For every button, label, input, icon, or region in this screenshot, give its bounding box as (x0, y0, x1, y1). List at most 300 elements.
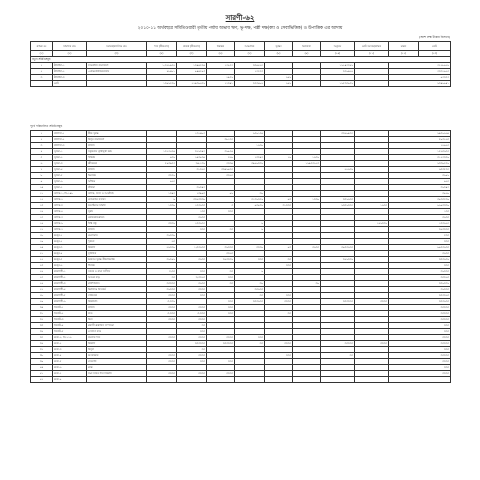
table-cell: এনডিয়ারিপিয়ারাবাদ (87, 69, 147, 75)
table-cell: ৩৩৩৩৩ (389, 305, 451, 311)
table-cell: ১৩৩৬৩৫ (177, 221, 207, 227)
table-cell: প্রান্ত (87, 365, 147, 371)
table-cell: ৫৯৩০৫৫ (147, 161, 177, 167)
table-cell: ৩৩ (265, 257, 293, 263)
table-cell: ৫৩৩ (389, 233, 451, 239)
table-cell: যশোর-৩ (53, 203, 87, 209)
table-cell: ৩১২৫৩৫৯ (389, 155, 451, 161)
table-cell: ২০ (31, 245, 53, 251)
column-index: (১৩) (419, 51, 451, 57)
table-cell: ৩৫৯০৬৪ (321, 69, 355, 75)
table-cell: ৩৩৩ (207, 299, 235, 305)
table-cell: খুলনা-৩ (53, 161, 87, 167)
table-cell (293, 377, 321, 383)
table-cell: বাঙ্গাল (87, 305, 147, 311)
table-cell: ৩২ (31, 317, 53, 323)
table-cell: ৩৫ (31, 335, 53, 341)
table-cell: ৩৬৩৩৩ (207, 245, 235, 251)
table-cell: যশোর-৪ (53, 209, 87, 215)
table-cell: ৩০৬৯৩৩৬ (235, 161, 265, 167)
column-header: রাজস্ব (বীজগ্রহ) (177, 42, 207, 51)
table-cell: ৩৬৩৩ (389, 215, 451, 221)
table-cell: ৩৬৩৯৬ (147, 257, 177, 263)
column-index: (৯) (293, 51, 321, 57)
table-cell: ৩৩৩৩ (177, 335, 207, 341)
column-header: সুরক্ষা (265, 42, 293, 51)
table-cell: ৩৩৩৩ (389, 359, 451, 365)
table-cell: রাজশাহী-২ (53, 275, 87, 281)
table-cell: ৩৬৩৩ (293, 245, 321, 251)
table-cell: ২২০৩৯৪৫৬ (177, 81, 207, 87)
header-row (31, 42, 451, 51)
table-cell: ৯৩৯৩৬ (235, 203, 265, 209)
table-cell: ১১ (31, 191, 53, 197)
table-cell: ৩৩৩৩ (177, 353, 207, 359)
table-cell: ৩৬৩৩ (389, 251, 451, 257)
table-cell: ১৩৯৬৫৫৯ (147, 81, 177, 87)
section-title: নতুন সমিতিসমূহ (31, 57, 451, 63)
table-cell: ১৩৩৯ (147, 203, 177, 209)
table-cell: ৯৬৫ (147, 179, 177, 185)
column-index: (৭) (235, 51, 265, 57)
table-cell: ৯ (235, 227, 265, 233)
unit-note: (অংশ লক্ষ টাকার হিসাবে) (419, 35, 450, 39)
table-cell: ভারতন সুরক্ষ বীজপিয়াজি (87, 257, 147, 263)
table-cell: ১৩০৫ (147, 191, 177, 197)
column-index: (১১) (355, 51, 389, 57)
table-cell: ১৪৯৬৫ (389, 143, 451, 149)
table-cell: ৩৩৬৫ (207, 173, 235, 179)
table-cell: ১৩৩৬৩৩ (177, 203, 207, 209)
table-cell: ৪২ (31, 377, 53, 383)
table-cell: ১৩২০৮৫ (177, 131, 207, 137)
table-cell: ঢাকা-২ (53, 341, 87, 347)
table-cell: ৩৩৩ (235, 335, 265, 341)
table-cell: টাঙ্গাইল-১ (53, 63, 87, 69)
table-cell: ৬৬৩৩৯ (147, 245, 177, 251)
table-cell: রংপুর-৪ (53, 251, 87, 257)
table-cell: ৩,৩৩৬৩ (177, 275, 207, 281)
table-cell (31, 81, 53, 87)
table-cell (87, 81, 147, 87)
table-cell: জীবনধর (87, 161, 147, 167)
table-cell: ১৫৮৫৫ (207, 63, 235, 69)
table-cell: উষ্টি বন্ধু (87, 221, 147, 227)
table-cell: ৬২৬৩৬ (321, 167, 355, 173)
table-cell: ৩৩৩ (207, 305, 235, 311)
table-cell: রংপুর-৬ (53, 263, 87, 269)
table-cell: ৩৩৩৩ (207, 335, 235, 341)
table-cell: ৩৯৬৯ (389, 191, 451, 197)
table-cell: রাজশাহী-৩ (53, 281, 87, 287)
table-cell: ১ (31, 131, 53, 137)
table-cell: ৩৩৩৩৩ (389, 317, 451, 323)
table-cell: বীজ সুরক্ষ (87, 131, 147, 137)
table-cell: ৩৩৩৩৩ (321, 341, 355, 347)
table-cell: ৩৩৩৩ (389, 335, 451, 341)
table-cell: রংপুর-২ (53, 239, 87, 245)
table-cell: ১৬৬৩৩৬ (355, 221, 389, 227)
column-header: শস্য (বীজগ্রহ) (147, 42, 177, 51)
table-cell: ১৩০০৫৫০ (177, 63, 207, 69)
table-cell: ৩৩৩ (389, 347, 451, 353)
table-cell: ৩১ (31, 311, 53, 317)
table-cell: খুলনা-২ (53, 155, 87, 161)
table-cell: ৩৩৩ (265, 263, 293, 269)
table-cell: ২৮ (31, 293, 53, 299)
table-cell: ঢাকা-৫ (53, 359, 87, 365)
table-cell: ৩০,১৩৬ (177, 161, 207, 167)
table-cell: দেশুরাহর পতাকা (87, 197, 147, 203)
table-cell: ৩৯ (293, 281, 321, 287)
table-cell: ৫৩৩৭৯৬৫ (389, 69, 451, 75)
table-cell: ১৬ (31, 221, 53, 227)
column-header: নিরাপত্তা (293, 42, 321, 51)
table-cell: বরিশাল-১ (53, 131, 87, 137)
table-cell: ৩৩৩ (177, 293, 207, 299)
table-cell: ৬৩ (147, 239, 177, 245)
table-cell: ৯ (235, 221, 265, 227)
table-cell: সোনালি (87, 359, 147, 365)
table-cell: ৩৩৩ (207, 359, 235, 365)
table-cell: ১৬০৫৩৬১৩ (293, 161, 321, 167)
table-cell: ৩ (31, 143, 53, 149)
table-cell: ৩৩৩৩৩৩ (207, 341, 235, 347)
section-old-body (31, 131, 451, 383)
table-cell: ৩ (207, 203, 235, 209)
section-new-body (31, 57, 451, 87)
table-cell: বিজলি (87, 245, 147, 251)
table-cell: রাজশাহী-৫ (53, 293, 87, 299)
table-cell: বরিশাল-৩ (53, 143, 87, 149)
table-cell: ৩৩ (31, 323, 53, 329)
table-cell: ১৭৩০১ (207, 81, 235, 87)
table-cell: যশোর, পাতা ও আর্থসিঙ্গ (87, 191, 147, 197)
table-cell: ১৬৩৯ (235, 143, 265, 149)
table-cell: ৩৩৩৩৬৩ (389, 293, 451, 299)
table-cell: ৩৩৩ (389, 329, 451, 335)
table-cell: ২৫ (31, 275, 53, 281)
table-cell: ৯ (31, 179, 53, 185)
table-cell: ৩৯৩৩৫৩৯ (389, 197, 451, 203)
table-cell: ২৩ (31, 263, 53, 269)
table-cell: ১৫৬৩৬৩৫ (389, 149, 451, 155)
table-cell: ৩৩ (177, 347, 207, 353)
table-cell: বিনা (87, 317, 147, 323)
table-cell: ৩৩৩৩ (355, 341, 389, 347)
table-cell (265, 377, 293, 383)
table-cell: যশোর-৬ (53, 221, 87, 227)
table-cell: ৩৩৩৩ (147, 371, 177, 377)
table-cell: ৩৩৩ (177, 269, 207, 275)
column-index: (৬) (207, 51, 235, 57)
table-cell: খুলনা-১ (53, 149, 87, 155)
column-header: সমিতির নাম (53, 42, 87, 51)
table-cell: ৮ (31, 173, 53, 179)
table-cell: ৩১৩৬৫ (177, 167, 207, 173)
table-cell: ৩৩৩৩৩৩ (321, 299, 355, 305)
table-cell: বাঙ্গাল (87, 227, 147, 233)
table-cell: ৯৯৩৩৬৩৩ (389, 245, 451, 251)
table-cell: ৭ (31, 167, 53, 173)
table-cell: ৩৬৩৩ (177, 215, 207, 221)
table-cell: ৯০০৫৯৩ (177, 69, 207, 75)
table-cell: ৩৩৩৩ (355, 299, 389, 305)
table-cell: ৩৮ (31, 353, 53, 359)
table-cell: ২১ (31, 251, 53, 257)
table-cell: ৩৪ (31, 329, 53, 335)
table-cell: ৩৩৩৩৩ (389, 353, 451, 359)
table-cell: ৩৩৩৩ (147, 335, 177, 341)
table-cell: ৩৩৫৯ (147, 173, 177, 179)
table-cell: ৩৩৩৩ (147, 293, 177, 299)
table-cell: ১,৩৩৬৩৩ (177, 245, 207, 251)
table-cell: ৩১৩৬৩৫৯ (235, 197, 265, 203)
table-cell: ৩৩ (207, 281, 235, 287)
table-cell: ঢাকা-১, সি-১১৬ (53, 335, 87, 341)
table-cell: বরিশাল-২ (53, 137, 87, 143)
table-cell: পাথরাইল বাংলাদেশ (87, 63, 147, 69)
table-cell: ৩৩৩৬ (147, 221, 177, 227)
table-cell: ৪৮০৮১ (147, 69, 177, 75)
table-cell: ৪১ (31, 371, 53, 377)
table-cell: গোলাপ বাগু (87, 329, 147, 335)
table-cell: ১৬৫৩৩৯৫৬ (321, 81, 355, 87)
table-cell: ৩৩৩ (389, 323, 451, 329)
table-cell: আঁকিয় (87, 179, 147, 185)
column-index: (২) (53, 51, 87, 57)
table-cell: মোট (53, 81, 87, 87)
table-cell: ২৯ (31, 299, 53, 305)
table-cell: ১৬৩৩ (355, 203, 389, 209)
table-cell: ৩৩ (235, 293, 265, 299)
table-cell: ৩৬ (31, 341, 53, 347)
table-cell: সিলেট-৪ (53, 323, 87, 329)
table-cell: ৩৩৩৩ (177, 305, 207, 311)
table-cell: ঢাকা-৬ (53, 365, 87, 371)
table-cell: খুলনা-৪ (53, 167, 87, 173)
table-cell: ৩৩৩৩৩৩ (177, 341, 207, 347)
table-cell: ১৯ (265, 155, 293, 161)
table-cell: ৯৬৯৩৩৩৯ (389, 203, 451, 209)
table-cell: ঢেকিবরুফপ্রমিত (87, 215, 147, 221)
table-cell: ১৩৩৯ (293, 197, 321, 203)
table-cell (355, 81, 389, 87)
table-cell: টাঙ্গাইল-৩ (53, 75, 87, 81)
column-header: হস্তান্তর (207, 42, 235, 51)
table-row (31, 81, 451, 87)
table-cell: গান্ধানার (87, 293, 147, 299)
table-cell: ৩৯ (235, 281, 265, 287)
table-cell: ৩৭ (31, 347, 53, 353)
table-cell: রংপুর-১ (53, 233, 87, 239)
table-cell: বাঁকানা (87, 185, 147, 191)
table-cell: ৩৬৩৩৯ (147, 233, 177, 239)
table-cell: ৩৯ (235, 191, 265, 197)
table-cell: ১৩৩ (177, 209, 207, 215)
table-cell: ৩,৩৩ (147, 269, 177, 275)
table-cell: রংপুর-৫ (53, 257, 87, 263)
table-cell: ৩৩৩৩৩ (389, 341, 451, 347)
column-header: মোট (419, 42, 451, 51)
table-cell: ভিলেজ (87, 173, 147, 179)
table-cell: ৩৩৩৩ (177, 371, 207, 377)
table-cell: বাঙ্গাল (87, 167, 147, 173)
table-cell: ৫ (31, 155, 53, 161)
table-cell: ৩৩৩ (207, 311, 235, 317)
table-cell: বিপুল (87, 347, 147, 353)
table-cell: রংপুর-৩ (53, 245, 87, 251)
table-cell: মহাশিঙ্গলাদ (87, 281, 147, 287)
table-cell: ৩৬৯৬ (389, 173, 451, 179)
table-cell: রাজশাহী-৬ (53, 299, 87, 305)
table-cell: পদ্মা সাসন শস্য বিজলি (87, 371, 147, 377)
table-subtitle: ২০১০-১১ অর্থবছরে সমিতিওয়ারী তৃতীয় পর্যায় অভাব ঋণ, ভূ-দক্ষ, পল্লী দক্ষ(ক্যা ও সেবাভিত্তিক) ও উপাত্তিক এর আদায় (137, 26, 343, 31)
table-cell: ৩৬৬৩৩৬ (321, 257, 355, 263)
table-cell: ৩ (31, 75, 53, 81)
table-cell (147, 377, 177, 383)
table-cell: ৯৩৬ (147, 155, 177, 161)
table-cell: ৩৩৯৩৩৬ (389, 281, 451, 287)
table-cell: সুরস্ব (87, 209, 147, 215)
table-cell: ১৫ (31, 215, 53, 221)
table-cell: খাচার ও রাখা সতীত্য (87, 269, 147, 275)
table-cell: ৩৩৩৩ (177, 287, 207, 293)
table-cell: ঢাকা-৪ (53, 353, 87, 359)
table-cell: ৩৯ (31, 359, 53, 365)
column-index: (১২) (389, 51, 419, 57)
table-cell: ১৮ (31, 233, 53, 239)
table-cell: ৩৩৩৩ (147, 305, 177, 311)
table-cell: ১৫৫৫৩ (235, 69, 265, 75)
column-header: ক্রমিক নং (31, 42, 53, 51)
table-cell: ১ (31, 63, 53, 69)
table-cell: সিলেট-৩ (53, 317, 87, 323)
table-cell: ২ (31, 137, 53, 143)
table-cell: ৯৬৫ (389, 179, 451, 185)
table-cell: সবুজবাগ মুক্তিযুক্ত জন্ম (87, 149, 147, 155)
table-cell: ৬০৩৯৬৬০ (389, 131, 451, 137)
table-cell: ৩৩৩৩৩ (389, 311, 451, 317)
table-cell: ৩৬৯৫০ (207, 149, 235, 155)
table-cell: ৩৫৩৯৮৪ (235, 81, 265, 87)
table-cell: ৩৩৬৩ (207, 251, 235, 257)
table-cell: ৩৩৩ (265, 293, 293, 299)
table-title: সারণী-৬২ (225, 14, 255, 22)
table-cell: ৩৩৩৩৩ (147, 281, 177, 287)
table-cell: ৩৩৩৩ (265, 341, 293, 347)
table-cell: রাজশাহী-৪ (53, 287, 87, 293)
table-cell: ডেলাথনি (87, 233, 147, 239)
table-cell: প্রবাসী প্রস্তাবিত সম্পাদনা (87, 323, 147, 329)
table-cell: ৩৩৩৯ (235, 245, 265, 251)
table-cell: বনগাঁয়তন সমিতি (87, 203, 147, 209)
table-cell: ৩৩৩৩ (207, 371, 235, 377)
table-cell: ১৩৩ (389, 209, 451, 215)
table-cell: ৩৩৩৩ (147, 317, 177, 323)
table-cell: ৩৬৩৩ (177, 257, 207, 263)
table-cell: সিলেট-৫ (53, 329, 87, 335)
table-cell: ১৪ (31, 209, 53, 215)
table-cell: ১৬৩৬ (293, 155, 321, 161)
table-cell: ৩৬৩৩৩৩ (389, 227, 451, 233)
table-cell: ৩৩ (207, 269, 235, 275)
table-cell: ৩৩৩৬৩৬ (389, 257, 451, 263)
column-header: আঞ্চলিক (235, 42, 265, 51)
table-cell: ৪ (31, 149, 53, 155)
table-cell: ৩৬৩০৫ (389, 185, 451, 191)
table-cell: ১০৩৯৩০ (177, 155, 207, 161)
table-cell (389, 377, 451, 383)
table-cell: শান্তিনি (87, 155, 147, 161)
table-cell: ৩৩৩ (235, 257, 265, 263)
table-cell: বিজলি (87, 341, 147, 347)
table-cell: ৯৬ (207, 191, 235, 197)
table-cell: ১০ (31, 185, 53, 191)
column-header: অনুদান (321, 42, 355, 51)
table-cell: ৩৩৩ (177, 329, 207, 335)
table-cell: ক্ষিতিবিঃ সিধ্যকর্ম (87, 287, 147, 293)
column-index: (৫) (177, 51, 207, 57)
table-cell: ৩৩৩৩ (147, 359, 177, 365)
table-cell: ৫৭৬৮৯৬৬ (389, 63, 451, 69)
table-cell: ৩৩৩৬৩ (389, 275, 451, 281)
table-cell: ৫৬৯ (207, 155, 235, 161)
table-cell: ৩৬৩০৫ (177, 185, 207, 191)
table-cell: ২৬ (31, 281, 53, 287)
table-cell: আমের বাড় (87, 275, 147, 281)
table-cell: ৩৩৬৩৩ (235, 287, 265, 293)
table-cell: ২৭ (31, 287, 53, 293)
table-cell: ৩৩৩৬৩৩ (389, 299, 451, 305)
table-cell: ১৩ (31, 203, 53, 209)
table-cell: ২০৫৬ (207, 75, 235, 81)
section-label: পূর্বে পরিচালিত সমিতিসমূহ (30, 124, 63, 128)
table-cell: সিলেট-২ (53, 311, 87, 317)
table-cell: টাঙ্গাইল-২ (53, 69, 87, 75)
table-cell: ১৯ (31, 239, 53, 245)
table-cell: বিলুর বাংলাদেশ (87, 137, 147, 143)
table-cell: ৩৩ (321, 353, 355, 359)
table-cell: ৩৯৩৩৬৩৩ (321, 245, 355, 251)
table-cell: ৬৩৩৫৩৫ (389, 167, 451, 173)
table-cell: ৬৪৬ (265, 81, 293, 87)
table-cell: ৩৩৩৩ (389, 371, 451, 377)
table-cell: ৩৩ (235, 341, 265, 347)
table-cell: ঢাকা-৩ (53, 347, 87, 353)
table-cell: যশোর-৭ (53, 227, 87, 233)
table-cell (87, 377, 147, 383)
table-cell: ৯৩ (265, 245, 293, 251)
column-header: সংস্থার/কার্যালয় নাম (87, 42, 147, 51)
table-cell: ৩৩৩৩ (177, 317, 207, 323)
table-cell: খুলনা-৬ (53, 179, 87, 185)
table-cell: ৫৩৩০ (207, 161, 235, 167)
table-cell: ১৩৩০৫ (235, 155, 265, 161)
table-cell: ৩৩৩৬৩৩ (235, 299, 265, 305)
column-header: মোট আদায়/ক্রমিক (355, 42, 389, 51)
table-cell: ৬৫৯১৫০ (235, 131, 265, 137)
table-row (31, 377, 451, 383)
table-cell: ৩৬৩৩৩ (147, 287, 177, 293)
table-cell: ৬ (31, 161, 53, 167)
table-cell: ঋণবাজার (87, 353, 147, 359)
table-cell: ৬৩৩৯৫৫৯ (389, 161, 451, 167)
table-cell: ৯ (147, 197, 177, 203)
table-cell: ৩,৩৩৩ (147, 311, 177, 317)
table-cell (321, 377, 355, 383)
table-cell: ৪০ (31, 365, 53, 371)
